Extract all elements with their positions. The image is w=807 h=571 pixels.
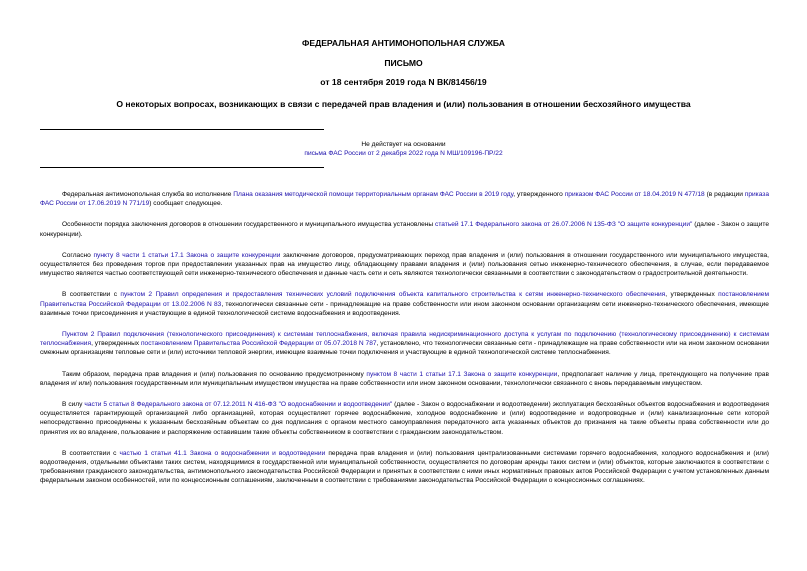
paragraph-text: , предполагает наличие у лица, претендующего на получение прав владения и/ или) пользования государственным или муниципальным имуществом имущества на праве собственности или ином законном основании, технологически связанного с вновь передаваемым имуществом.	[40, 370, 769, 387]
status-text: Не действует на основании	[361, 141, 446, 148]
paragraph-text: В соответствии с	[62, 449, 120, 457]
document-link[interactable]: пунктом 8 части 1 статьи 17.1 Закона о защите конкуренции	[366, 370, 558, 378]
paragraph-text: , установлено, что технологически связанные сети - принадлежащие на праве собственности или на ином законном основании смежным организациям тепловые сети и (или) источники тепловой энергии, имеющие взаимные точки подключения и участвующие в единой технологической системе теплоснабжения.	[40, 340, 769, 357]
divider-bottom	[40, 167, 324, 168]
paragraph-p8	[36, 449, 771, 486]
divider-top	[40, 129, 324, 130]
paragraph-text: (далее - Закон о водоснабжении и водоотведении) эксплуатация бесхозяйных объектов водоснабжения и водоотведения осуществляется гарантирующей организацией либо организацией, которая осуществляет горячее водоснабжение, холодное водоснабжение и (или) водоотведение и водопроводные и (или) канализационные сети которой непосредственно присоединены к указанным бесхозяйным объектам со дня подписания с органом местного самоуправления передаточного акта указанных объектов до признания на такие объекты права собственности или до принятия их во владение, пользование и распоряжение оставившим такие объекты собственником в соответствии с гражданским законодательством.	[40, 401, 769, 436]
paragraph-text: , утвержденных	[665, 291, 719, 299]
document-link[interactable]: Плана оказания методической помощи территориальным органам ФАС России в 2019 году	[233, 191, 514, 198]
paragraph-p7	[36, 400, 771, 437]
paragraph-p6	[36, 370, 771, 388]
paragraph-p5	[36, 330, 771, 358]
status-notice	[36, 140, 771, 158]
paragraph-text: Согласно	[62, 251, 94, 259]
paragraph-text: Таким образом, передача прав владения и (или) пользования по основанию предусмотренному	[62, 370, 367, 378]
paragraph-p1	[36, 190, 771, 208]
paragraph-text: заключение договоров, предусматривающих переход прав владения и (или) пользования в отношении государственного или муниципального имущества, осуществляется без проведения торгов при предоставлении указанных прав на имущество лицу, обладающему правами владения и (или) пользования сетью инженерно-технического обеспечения, в случае, если передаваемое имущество является частью соответствующей сети инженерно-технического обеспечения и данные часть сети и сеть являются технологически связанными в соответствии с законодательством о градостроительной деятельности.	[40, 251, 769, 278]
paragraph-text: , утвержденных	[91, 340, 141, 348]
paragraph-text: Федеральная антимонопольная служба во исполнение	[62, 191, 234, 198]
document-date-number: от 18 сентября 2019 года N ВК/81456/19	[320, 77, 487, 87]
document-link[interactable]: постановлением Правительства Российской Федерации от 13.02.2006 N 83	[40, 291, 770, 308]
paragraph-text: (в редакции	[704, 191, 745, 198]
document-link[interactable]: части 5 статьи 8 Федерального закона от 07.12.2011 N 416-ФЗ "О водоснабжении и водоотведении"	[84, 401, 393, 409]
paragraph-p3	[36, 251, 771, 279]
document-link[interactable]: приказом ФАС России от 18.04.2019 N 477/18	[564, 191, 705, 198]
document-link[interactable]: постановлением Правительства Российской Федерации от 05.07.2018 N 787	[140, 340, 377, 348]
status-link[interactable]: письма ФАС России от 2 декабря 2022 года N МШ/109196-ПР/22	[304, 150, 503, 157]
paragraph-text: В соответствии с	[62, 291, 121, 299]
paragraph-text: ) сообщает следующее.	[149, 200, 223, 208]
document-link[interactable]: Пунктом 2 Правил подключения (технологического присоединения) к системам теплоснабжения, включая правила недискриминационного доступа к услугам по подключению (технологическому присоединению) к системам теплоснабжения	[40, 331, 769, 348]
paragraph-text: В силу	[62, 401, 85, 409]
document-type: ПИСЬМО	[384, 58, 423, 68]
document-link[interactable]: статьей 17.1 Федерального закона от 26.07.2006 N 135-ФЗ "О защите конкуренции"	[435, 221, 693, 229]
document-link[interactable]: частью 1 статьи 41.1 Закона о водоснабжении и водоотведении	[119, 449, 326, 457]
document-link[interactable]: пункту 8 части 1 статьи 17.1 Закона о защите конкуренции	[93, 251, 281, 259]
paragraph-text: передача прав владения и (или) пользования централизованными системами горячего водоснабжения, холодного водоснабжения и (или) водоотведения, отдельными объектами таких систем, находящимися в государственной или муниципальной собственности, осуществляется по договорам аренды таких систем и (или) объектов, которые заключаются в соответствии с требованиями гражданского законодательства, антимонопольного законодательства Российской Федерации и принятых в соответствии с ними иных нормативных правовых актов Российской Федерации с учетом установленных данным федеральным законом особенностей, или по концессионным соглашениям, заключенным в соответствии с требованиями законодательства Российской Федерации о концессионных соглашениях.	[40, 449, 769, 485]
paragraph-p2	[36, 220, 771, 238]
document-link[interactable]: приказа ФАС России от 17.06.2019 N 771/19	[40, 191, 769, 208]
document-organization: ФЕДЕРАЛЬНАЯ АНТИМОНОПОЛЬНАЯ СЛУЖБА	[302, 38, 505, 48]
paragraph-text: (далее - Закон о защите конкуренции).	[40, 221, 769, 238]
paragraph-text: , технологически связанные сети - принадлежащие на праве собственности или ином законном основании организациям сети инженерно-технического обеспечения, имеющие взаимные точки присоединения и участвующие в единой технологической системе водоснабжения и водоотведения.	[40, 300, 769, 317]
paragraph-text: , утвержденного	[513, 191, 565, 198]
document-title: О некоторых вопросах, возникающих в связи с передачей прав владения и (или) пользования в отношении бесхозяйного имущества	[116, 99, 691, 109]
document-body	[36, 190, 771, 486]
paragraph-p4	[36, 290, 771, 318]
document-link[interactable]: пунктом 2 Правил определения и предоставления технических условий подключения объекта капитального строительства к сетям инженерно-технического обеспечения	[120, 291, 666, 299]
paragraph-text: Особенности порядка заключения договоров в отношении государственного и муниципального имущества установлены	[62, 221, 436, 229]
